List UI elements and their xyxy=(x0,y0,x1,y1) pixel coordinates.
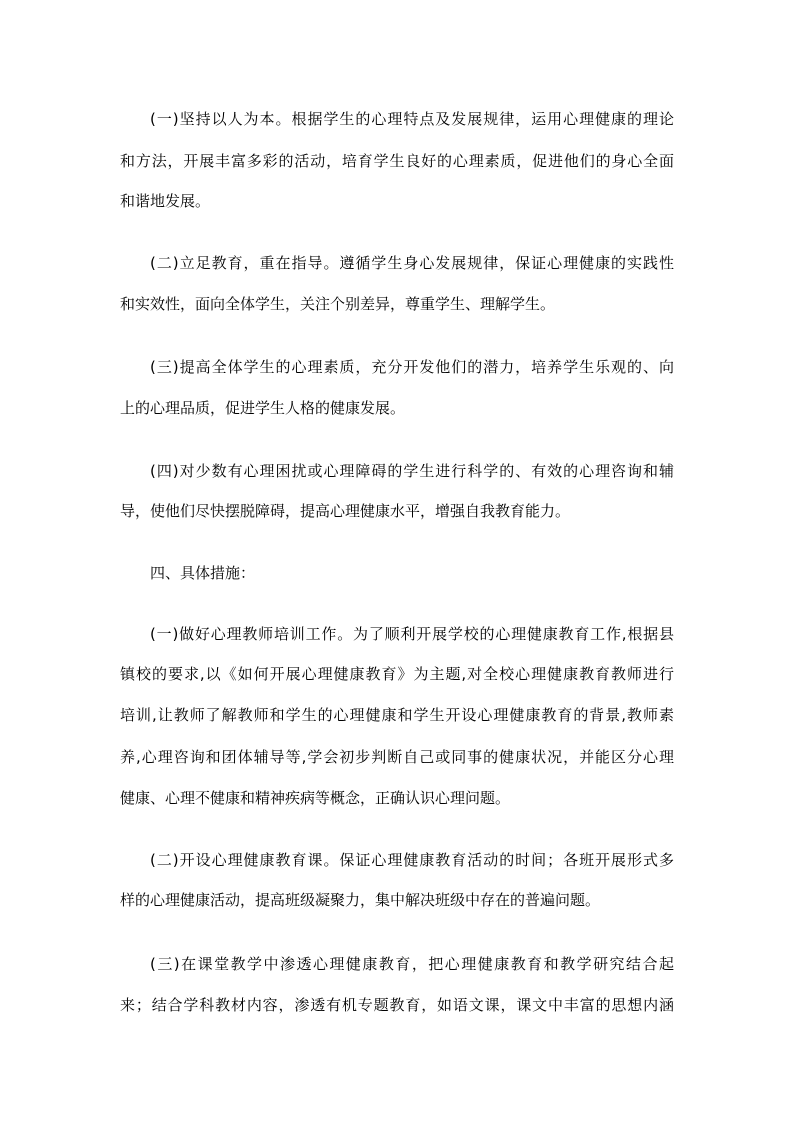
measure-1-line-1: (一)做好心理教师培训工作。为了顺利开展学校的心理健康教育工作,根据县 xyxy=(150,625,674,643)
measure-2-line-2: 样的心理健康活动，提高班级凝聚力，集中解决班级中存在的普遍问题。 xyxy=(120,891,601,909)
paragraph-2-line-1: (二)立足教育，重在指导。遵循学生身心发展规律，保证心理健康的实践性 xyxy=(150,254,674,272)
measure-1-line-3: 培训,让教师了解教师和学生的心理健康和学生开设心理健康教育的背景,教师素 xyxy=(120,706,674,724)
measure-2-line-1: (二)开设心理健康教育课。保证心理健康教育活动的时间；各班开展形式多 xyxy=(150,851,674,869)
paragraph-2-line-2: 和实效性，面向全体学生，关注个别差异，尊重学生、理解学生。 xyxy=(120,295,556,313)
paragraph-4-line-2: 导，使他们尽快摆脱障碍，提高心理健康水平，增强自我教育能力。 xyxy=(120,502,571,520)
measure-1-line-4: 养,心理咨询和团体辅导等,学会初步判断自己或同事的健康状况，并能区分心理 xyxy=(120,748,674,766)
paragraph-1-line-3: 和谐地发展。 xyxy=(120,192,211,210)
measure-3-line-2: 来；结合学科教材内容，渗透有机专题教育，如语文课，课文中丰富的思想内涵 xyxy=(120,996,674,1014)
paragraph-3-line-1: (三)提高全体学生的心理素质，充分开发他们的潜力，培养学生乐观的、向 xyxy=(150,358,674,376)
paragraph-1-line-1: (一)坚持以人为本。根据学生的心理特点及发展规律，运用心理健康的理论 xyxy=(150,110,674,128)
paragraph-3-line-2: 上的心理品质，促进学生人格的健康发展。 xyxy=(120,399,406,417)
measure-1-line-5: 健康、心理不健康和精神疾病等概念，正确认识心理问题。 xyxy=(120,789,511,807)
measure-1-line-2: 镇校的要求,以《如何开展心理健康教育》为主题,对全校心理健康教育教师进行 xyxy=(120,665,674,683)
measure-3-line-1: (三)在课堂教学中渗透心理健康教育，把心理健康教育和教学研究结合起 xyxy=(150,955,674,973)
paragraph-1-line-2: 和方法，开展丰富多彩的活动，培育学生良好的心理素质，促进他们的身心全面 xyxy=(120,152,674,170)
section-heading: 四、具体措施： xyxy=(150,564,256,582)
paragraph-4-line-1: (四)对少数有心理困扰或心理障碍的学生进行科学的、有效的心理咨询和辅 xyxy=(150,462,674,480)
